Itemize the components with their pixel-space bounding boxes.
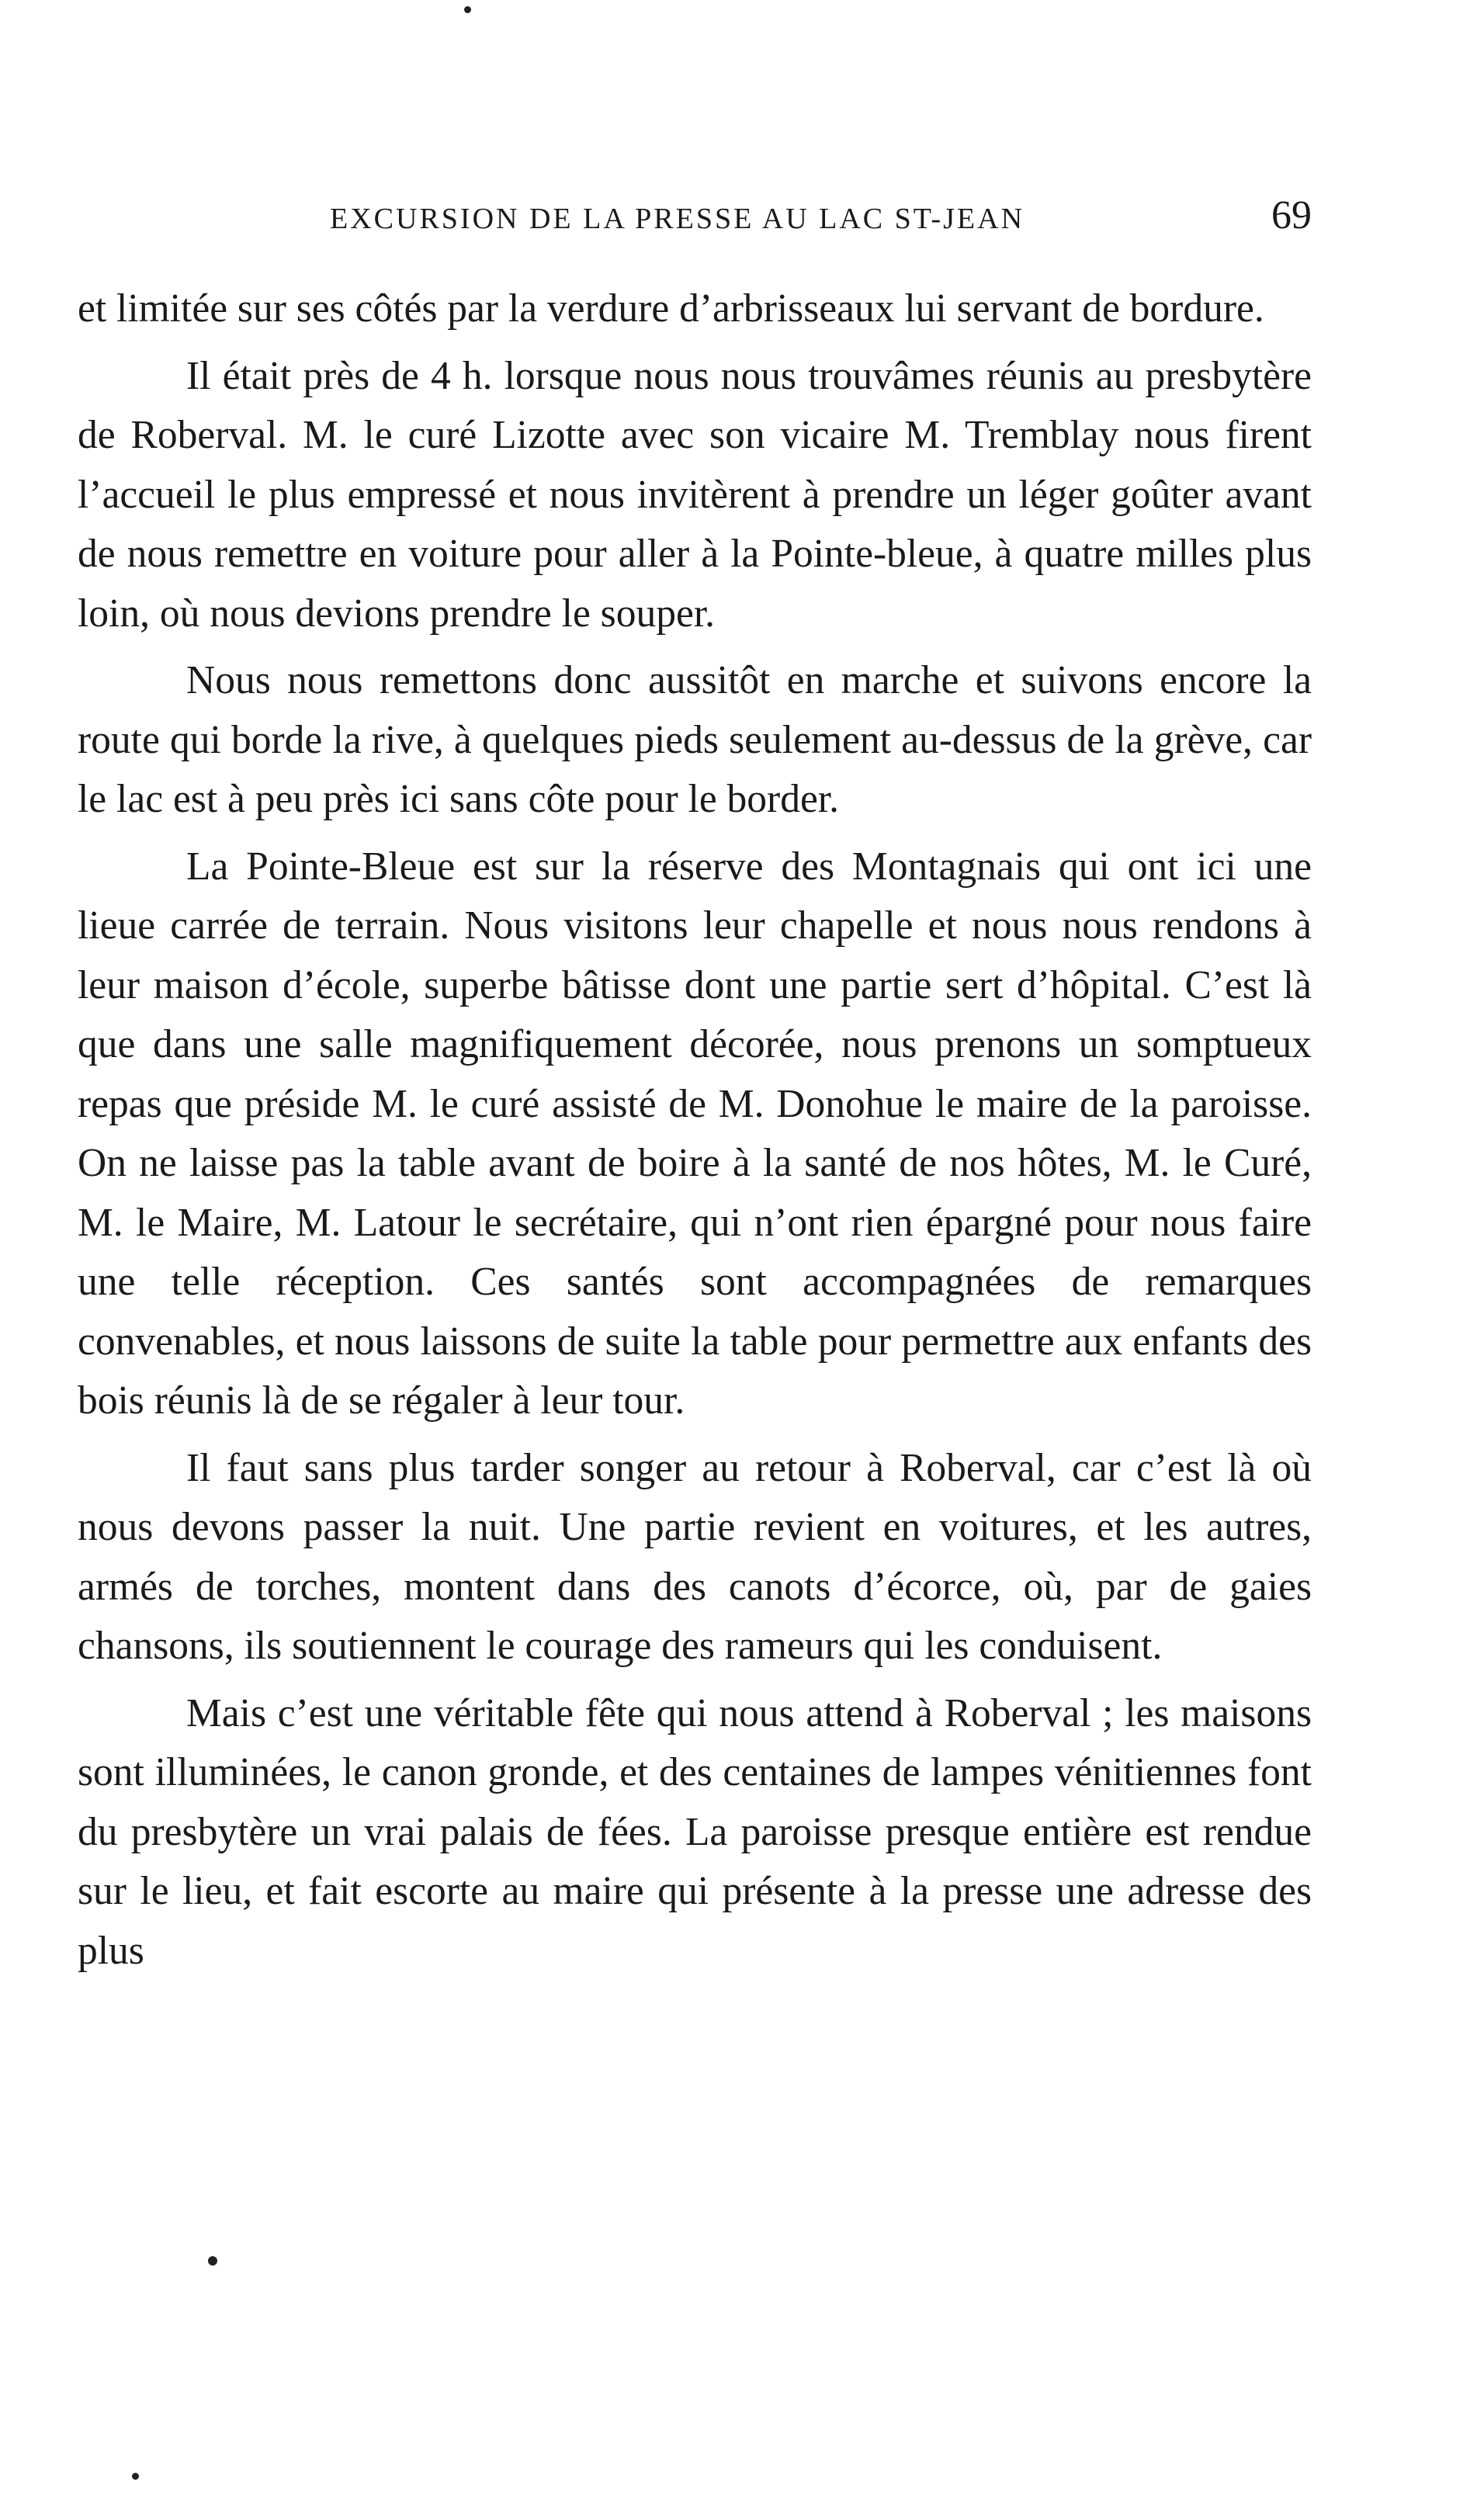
paragraph-continuation: et limitée sur ses côtés par la verdure d’arbrisseaux lui servant de bordure. [78,286,1264,331]
paragraph: Il était près de 4 h. lorsque nous nous trouvâmes réunis au presbytère de Roberval. M. le curé Lizotte avec son vicaire M. Tremblay nous firent l’accueil le plus empressé et nous invitèrent à prendre un léger goûter avant de nous remettre en voiture pour aller à la Pointe-bleue, à quatre milles plus loin, où nous devions prendre le souper. [78,353,1312,636]
paragraph: Nous nous remettons donc aussitôt en marche et suivons encore la route qui borde la rive, à quelques pieds seulement au-dessus de la grève, car le lac est à peu près ici sans côte pour le border. [78,658,1312,821]
paragraph: Il faut sans plus tarder songer au retour à Roberval, car c’est là où nous devons passer la nuit. Une partie revient en voitures, et les autres, armés de torches, montent dans des canots d’écorce, où, par de gaies chansons, ils soutiennent le courage des rameurs qui les conduisent. [78,1445,1312,1668]
scan-speck [208,2256,217,2266]
body-text [78,279,1312,1988]
paragraph: Mais c’est une véritable fête qui nous attend à Roberval ; les maisons sont illuminées, le canon gronde, et des centaines de lampes vénitiennes font du presbytère un vrai palais de fées. La paroisse presque entière est rendue sur le lieu, et fait escorte au maire qui présente à la presse une adresse des plus [78,1690,1312,1973]
scan-speck [464,6,471,13]
scan-speck [132,2473,139,2480]
page-header [78,192,1312,247]
page-number: 69 [1271,193,1312,237]
running-head: EXCURSION DE LA PRESSE AU LAC ST-JEAN [330,203,1025,235]
paragraph: La Pointe-Bleue est sur la réserve des Montagnais qui ont ici une lieue carrée de terrain. Nous visitons leur chapelle et nous nous rendons à leur maison d’école, superbe bâtisse dont une partie sert d’hôpital. C’est là que dans une salle magnifiquement décorée, nous prenons un somptueux repas que préside M. le curé assisté de M. Donohue le maire de la paroisse. On ne laisse pas la table avant de boire à la santé de nos hôtes, M. le Curé, M. le Maire, M. Latour le secrétaire, qui n’ont rien épargné pour nous faire une telle réception. Ces santés sont accompagnées de remarques convenables, et nous laissons de suite la table pour permettre aux enfants des bois réunis là de se régaler à leur tour. [78,844,1312,1423]
